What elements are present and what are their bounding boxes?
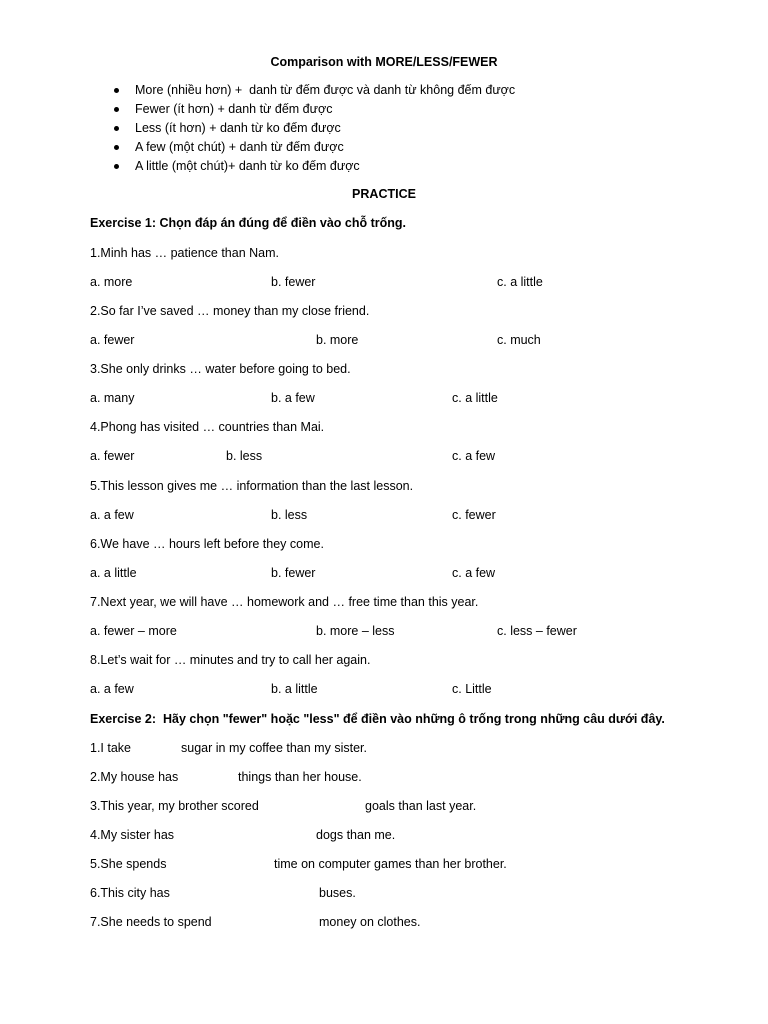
rule-item: A little (một chút)+ danh từ ko đếm được — [135, 159, 360, 173]
option-c: c. Little — [452, 682, 492, 696]
sentence-end: dogs than me. — [316, 828, 396, 842]
option-c: c. less – fewer — [497, 624, 577, 638]
sentence-end: things than her house. — [238, 770, 362, 784]
practice-heading: PRACTICE — [352, 187, 416, 201]
option-c: c. a few — [452, 449, 496, 463]
question-text: 5.This lesson gives me … information than the last lesson. — [90, 479, 414, 493]
option-a: a. fewer — [90, 449, 135, 463]
option-a: a. fewer – more — [90, 624, 177, 638]
sentence-start: 6.This city has — [90, 886, 170, 900]
option-c: c. a little — [497, 275, 543, 289]
rule-item: A few (một chút) + danh từ đếm được — [135, 140, 344, 154]
sentence-start: 4.My sister has — [90, 828, 175, 842]
option-b: b. less — [226, 449, 263, 463]
option-a: a. a few — [90, 508, 134, 522]
bullet-icon — [114, 145, 119, 150]
option-b: b. fewer — [271, 566, 316, 580]
sentence-start: 7.She needs to spend — [90, 915, 212, 929]
sentence-end: money on clothes. — [319, 915, 421, 929]
bullet-icon — [114, 88, 119, 93]
option-b: b. more – less — [316, 624, 395, 638]
option-a: a. many — [90, 391, 135, 405]
sentence-start: 5.She spends — [90, 857, 167, 871]
page-title: Comparison with MORE/LESS/FEWER — [270, 55, 498, 69]
sentence-start: 3.This year, my brother scored — [90, 799, 259, 813]
option-c: c. fewer — [452, 508, 496, 522]
question-text: 3.She only drinks … water before going to bed. — [90, 362, 351, 376]
question-text: 2.So far I’ve saved … money than my close friend. — [90, 304, 370, 318]
option-b: b. more — [316, 333, 359, 347]
bullet-icon — [114, 126, 119, 131]
bullet-icon — [114, 107, 119, 112]
option-a: a. fewer — [90, 333, 135, 347]
option-b: b. a little — [271, 682, 318, 696]
question-text: 1.Minh has … patience than Nam. — [90, 246, 279, 260]
option-a: a. a little — [90, 566, 137, 580]
option-c: c. a few — [452, 566, 496, 580]
option-b: b. fewer — [271, 275, 316, 289]
exercise1-heading: Exercise 1: Chọn đáp án đúng để điền vào chỗ trống. — [90, 216, 407, 230]
question-text: 4.Phong has visited … countries than Mai. — [90, 420, 325, 434]
exercise2-heading: Exercise 2: Hãy chọn "fewer" hoặc "less" để điền vào những ô trống trong những câu dưới đây. — [90, 712, 665, 726]
option-a: a. more — [90, 275, 133, 289]
rule-item: More (nhiều hơn) + danh từ đếm được và danh từ không đếm được — [135, 83, 516, 97]
option-c: c. much — [497, 333, 541, 347]
sentence-start: 2.My house has — [90, 770, 179, 784]
sentence-start: 1.I take — [90, 741, 131, 755]
question-text: 8.Let’s wait for … minutes and try to call her again. — [90, 653, 371, 667]
sentence-end: goals than last year. — [365, 799, 477, 813]
question-text: 7.Next year, we will have … homework and … free time than this year. — [90, 595, 479, 609]
option-b: b. less — [271, 508, 308, 522]
sentence-end: buses. — [319, 886, 356, 900]
rule-item: Fewer (ít hơn) + danh từ đếm được — [135, 102, 333, 116]
bullet-icon — [114, 164, 119, 169]
option-b: b. a few — [271, 391, 315, 405]
sentence-end: time on computer games than her brother. — [274, 857, 507, 871]
rule-item: Less (ít hơn) + danh từ ko đếm được — [135, 121, 341, 135]
option-a: a. a few — [90, 682, 134, 696]
question-text: 6.We have … hours left before they come. — [90, 537, 324, 551]
option-c: c. a little — [452, 391, 498, 405]
sentence-end: sugar in my coffee than my sister. — [181, 741, 367, 755]
